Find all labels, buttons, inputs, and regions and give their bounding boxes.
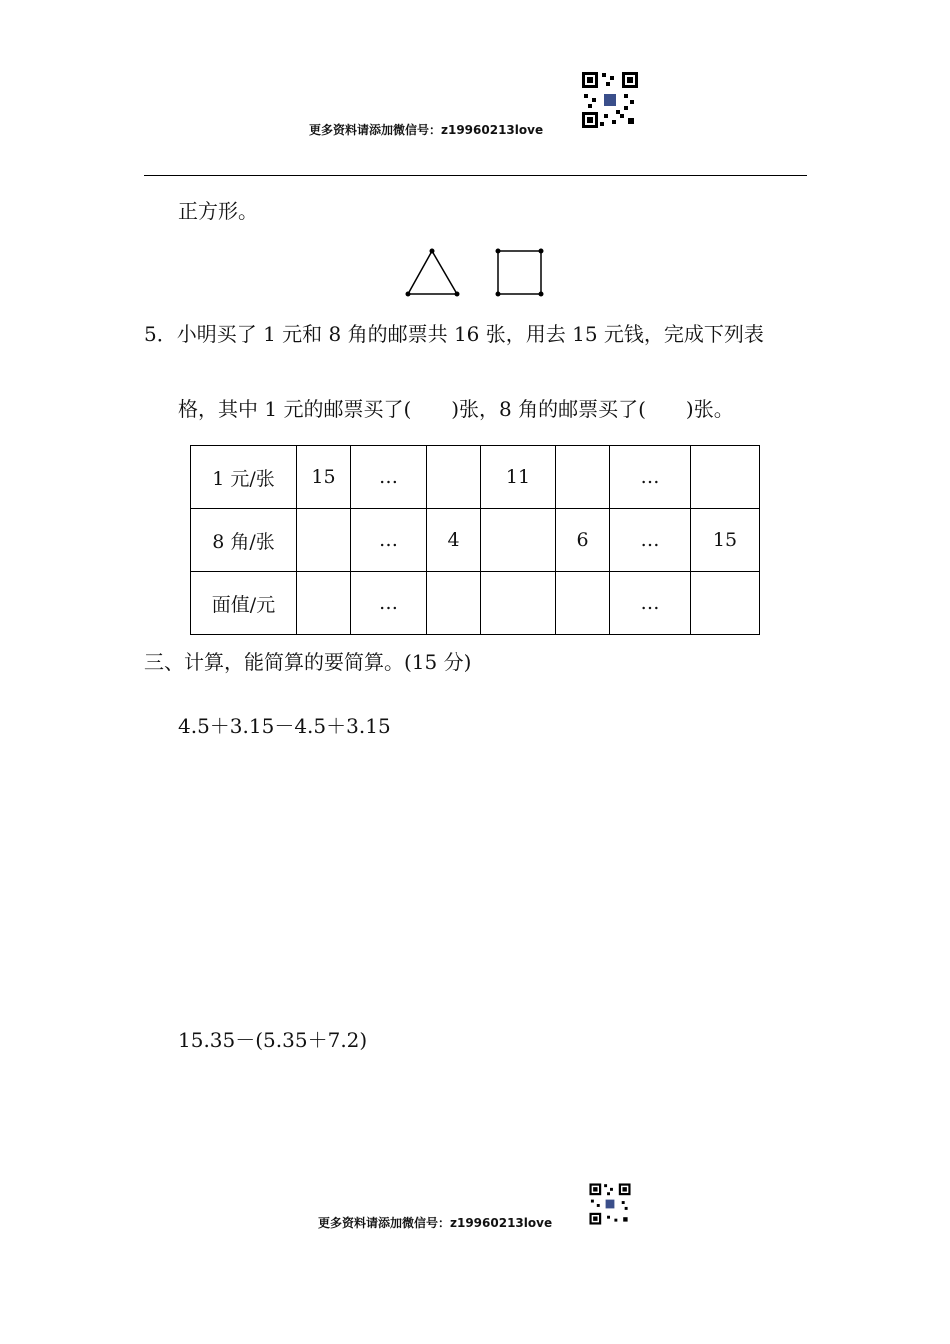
table-row [191, 509, 760, 572]
header-wechat-text: 更多资料请添加微信号：z19960213love [309, 123, 544, 137]
footer-qr-code-icon [588, 1182, 632, 1226]
expression-2: 15.35－(5.35＋7.2) [178, 1028, 368, 1052]
table-cell[interactable] [427, 572, 481, 635]
table-cell: … [351, 572, 427, 635]
table-cell: … [351, 446, 427, 509]
table-row [191, 446, 760, 509]
table-cell: … [610, 446, 691, 509]
table-cell[interactable] [556, 572, 610, 635]
square-shape [496, 249, 544, 297]
section-3-heading: 三、计算，能简算的要简算。(15 分) [144, 650, 472, 674]
table-cell[interactable] [556, 446, 610, 509]
table-cell: 15 [691, 509, 760, 572]
qr-code-icon [580, 70, 640, 130]
table-cell[interactable] [481, 509, 556, 572]
problem-5-line-2: 格，其中 1 元的邮票买了( )张，8 角的邮票买了( )张。 [178, 397, 734, 421]
triangle-shape [406, 249, 460, 297]
table-cell[interactable] [691, 572, 760, 635]
table-cell[interactable] [691, 446, 760, 509]
table-cell: 11 [481, 446, 556, 509]
table-cell: 4 [427, 509, 481, 572]
stamp-table [190, 445, 760, 635]
footer-wechat-text: 更多资料请添加微信号：z19960213love [318, 1216, 553, 1230]
table-cell: … [610, 509, 691, 572]
table-row [191, 572, 760, 635]
dot-shapes-figure [400, 245, 552, 301]
table-cell: 面值/元 [191, 572, 297, 635]
table-cell: 8 角/张 [191, 509, 297, 572]
table-cell[interactable] [297, 509, 351, 572]
table-cell[interactable] [481, 572, 556, 635]
problem-5-line-1: 5．小明买了 1 元和 8 角的邮票共 16 张，用去 15 元钱，完成下列表 [144, 322, 764, 346]
table-cell[interactable] [297, 572, 351, 635]
table-cell: … [351, 509, 427, 572]
header-divider [144, 175, 807, 176]
previous-problem-tail: 正方形。 [178, 199, 258, 223]
table-cell[interactable] [427, 446, 481, 509]
table-cell: 1 元/张 [191, 446, 297, 509]
table-cell: 6 [556, 509, 610, 572]
table-cell: 15 [297, 446, 351, 509]
expression-1: 4.5＋3.15－4.5＋3.15 [178, 714, 391, 738]
table-cell: … [610, 572, 691, 635]
